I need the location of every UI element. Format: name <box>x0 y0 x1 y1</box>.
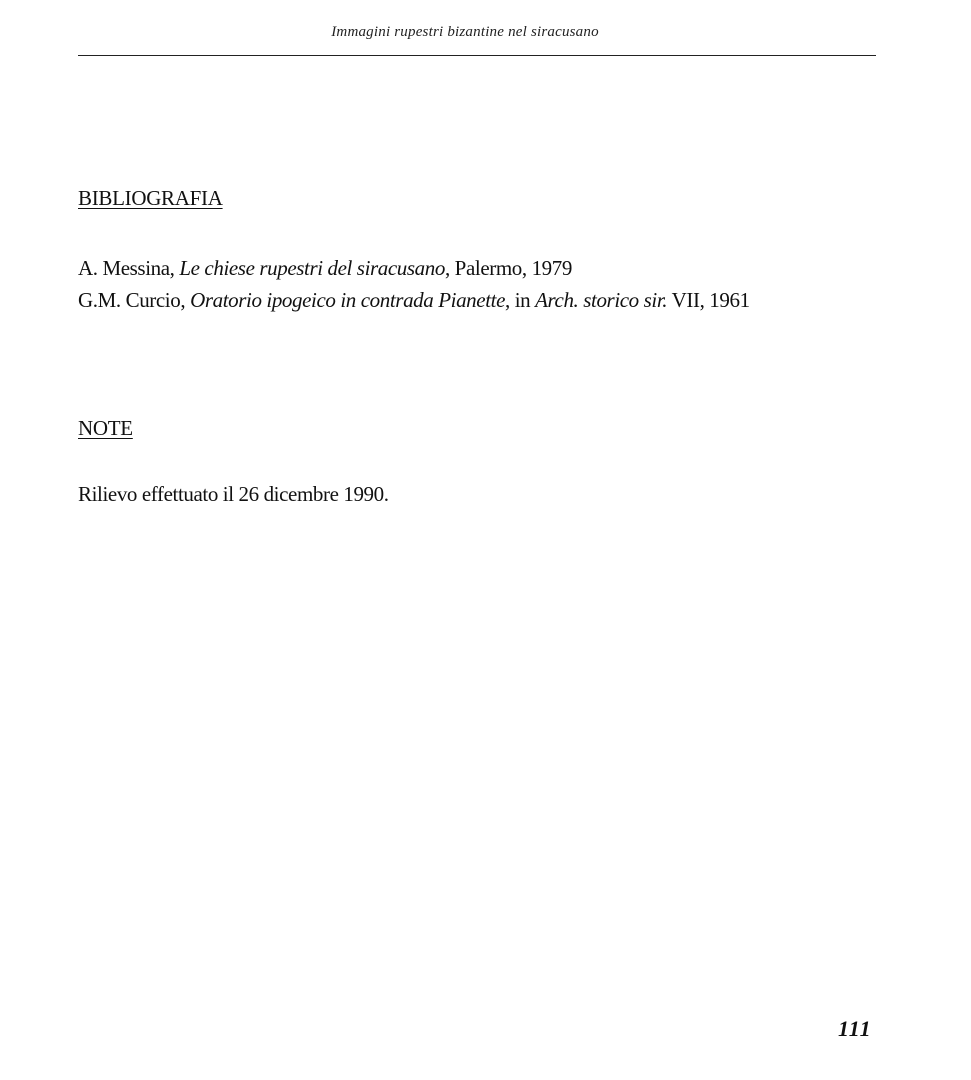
notes-heading: NOTE <box>78 416 133 440</box>
header-rule <box>78 55 876 56</box>
bibliography-heading: BIBLIOGRAFIA <box>78 186 223 210</box>
entry-in: , in <box>505 288 531 312</box>
entry-publication: , Palermo, 1979 <box>444 256 572 280</box>
entry-title: Oratorio ipogeico in contrada Pianette <box>190 288 505 312</box>
notes-text: Rilievo effettuato il 26 dicembre 1990. <box>78 482 389 506</box>
entry-author: G.M. Curcio, <box>78 288 186 312</box>
running-head: Immagini rupestri bizantine nel siracusano <box>331 24 599 40</box>
entry-publication: VII, 1961 <box>671 288 750 312</box>
entry-author: A. Messina, <box>78 256 175 280</box>
page-number: 111 <box>838 1016 872 1041</box>
bibliography-list <box>78 252 750 316</box>
bibliography-entry <box>78 252 750 284</box>
entry-journal: Arch. storico sir. <box>535 288 668 312</box>
bibliography-entry <box>78 284 750 316</box>
entry-title: Le chiese rupestri del siracusano <box>179 256 445 280</box>
